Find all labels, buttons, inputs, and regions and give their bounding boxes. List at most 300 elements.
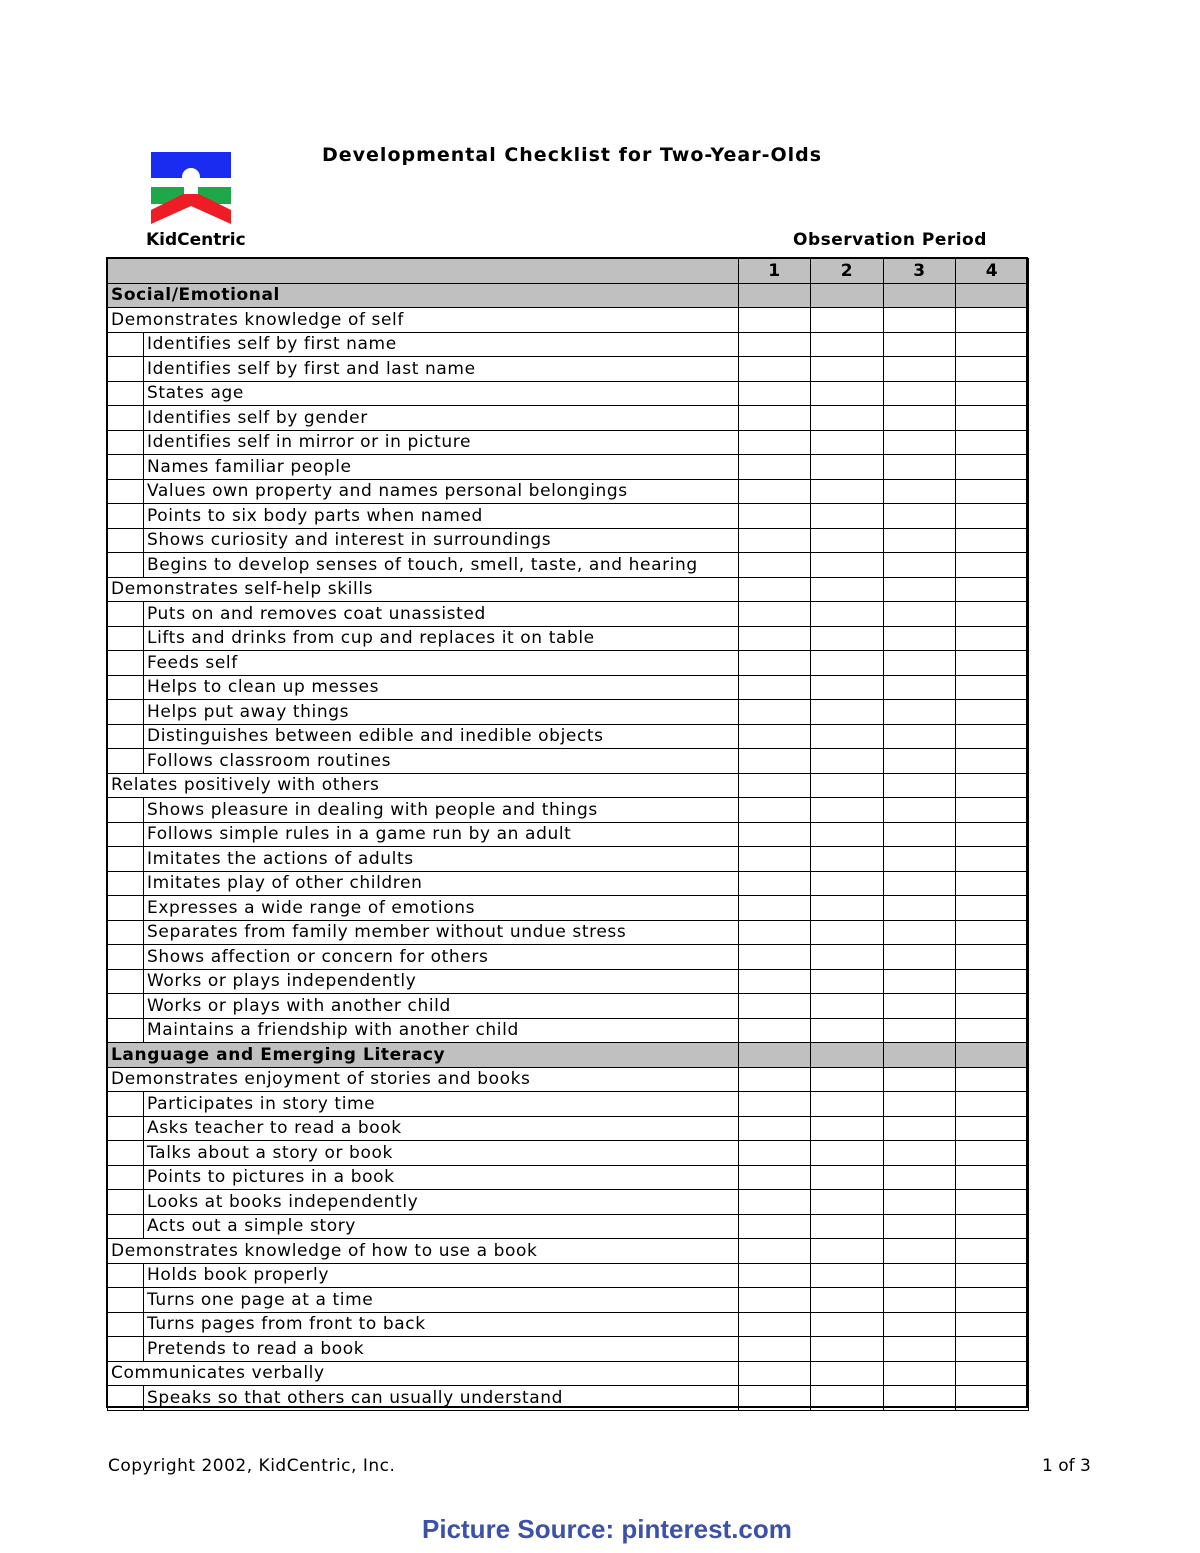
observation-cell-period-1[interactable] [739,602,811,627]
item-label: Imitates the actions of adults [144,847,739,872]
observation-cell-period-1[interactable] [739,847,811,872]
observation-cell-period-4[interactable] [956,994,1029,1019]
observation-cell-period-3[interactable] [884,798,956,823]
indent-cell [108,896,144,921]
observation-cell-period-4[interactable] [956,1337,1029,1362]
document-title: Developmental Checklist for Two-Year-Olds [322,144,823,166]
observation-cell-period-4[interactable] [956,577,1029,602]
observation-cell-period-1[interactable] [739,969,811,994]
item-label: Expresses a wide range of emotions [144,896,739,921]
item-row [108,675,1029,700]
observation-cell-period-2[interactable] [811,357,884,382]
indent-cell [108,528,144,553]
observation-cell-period-1[interactable] [739,1067,811,1092]
observation-cell-period-1[interactable] [739,332,811,357]
observation-cell-period-1[interactable] [739,553,811,578]
indent-cell [108,1092,144,1117]
observation-cell-period-1[interactable] [739,430,811,455]
item-row [108,455,1029,480]
observation-cell-period-4[interactable] [956,381,1029,406]
checklist-table [107,258,1029,1411]
observation-cell-period-4[interactable] [956,945,1029,970]
observation-cell-period-1 [739,283,811,308]
observation-cell-period-1[interactable] [739,724,811,749]
observation-cell-period-4[interactable] [956,1288,1029,1313]
indent-cell [108,1018,144,1043]
indent-cell [108,479,144,504]
item-row [108,602,1029,627]
observation-cell-period-4[interactable] [956,1312,1029,1337]
item-label: Helps put away things [144,700,739,725]
observation-cell-period-3[interactable] [884,504,956,529]
indent-cell [108,1337,144,1362]
observation-cell-period-4[interactable] [956,504,1029,529]
item-label: Helps to clean up messes [144,675,739,700]
observation-cell-period-3[interactable] [884,602,956,627]
observation-cell-period-2[interactable] [811,1288,884,1313]
observation-cell-period-4[interactable] [956,1067,1029,1092]
item-label: States age [144,381,739,406]
observation-cell-period-3[interactable] [884,1386,956,1411]
observation-cell-period-4[interactable] [956,798,1029,823]
observation-cell-period-1[interactable] [739,504,811,529]
observation-cell-period-2[interactable] [811,332,884,357]
observation-cell-period-4[interactable] [956,1361,1029,1386]
item-label: Shows pleasure in dealing with people and things [144,798,739,823]
observation-cell-period-1[interactable] [739,675,811,700]
observation-cell-period-2[interactable] [811,1312,884,1337]
observation-cell-period-1[interactable] [739,1214,811,1239]
observation-cell-period-4[interactable] [956,700,1029,725]
observation-cell-period-3[interactable] [884,1116,956,1141]
observation-cell-period-4[interactable] [956,871,1029,896]
item-row [108,847,1029,872]
picture-source-caption: Picture Source: pinterest.com [422,1514,792,1544]
observation-cell-period-2[interactable] [811,308,884,333]
observation-cell-period-2[interactable] [811,1361,884,1386]
observation-cell-period-1[interactable] [739,1361,811,1386]
observation-cell-period-3[interactable] [884,822,956,847]
indent-cell [108,1263,144,1288]
item-label: Pretends to read a book [144,1337,739,1362]
observation-cell-period-3[interactable] [884,1190,956,1215]
observation-cell-period-1[interactable] [739,1239,811,1264]
observation-cell-period-2[interactable] [811,675,884,700]
observation-cell-period-3[interactable] [884,1288,956,1313]
observation-cell-period-2[interactable] [811,553,884,578]
observation-cell-period-2[interactable] [811,1337,884,1362]
item-row [108,528,1029,553]
observation-cell-period-2[interactable] [811,651,884,676]
observation-cell-period-3[interactable] [884,773,956,798]
observation-cell-period-3 [884,283,956,308]
observation-cell-period-3[interactable] [884,994,956,1019]
item-label: Identifies self in mirror or in picture [144,430,739,455]
item-label: Points to pictures in a book [144,1165,739,1190]
observation-cell-period-1[interactable] [739,357,811,382]
indent-cell [108,1386,144,1411]
observation-cell-period-2[interactable] [811,455,884,480]
observation-cell-period-1[interactable] [739,381,811,406]
item-row [108,1214,1029,1239]
observation-cell-period-3[interactable] [884,1141,956,1166]
observation-cell-period-1[interactable] [739,308,811,333]
observation-cell-period-1[interactable] [739,798,811,823]
item-label: Maintains a friendship with another child [144,1018,739,1043]
indent-cell [108,920,144,945]
observation-cell-period-4[interactable] [956,773,1029,798]
header-blank-cell [108,259,739,284]
group-label: Demonstrates self-help skills [108,577,739,602]
item-row [108,1116,1029,1141]
observation-cell-period-4[interactable] [956,602,1029,627]
item-row [108,724,1029,749]
item-label: Shows affection or concern for others [144,945,739,970]
item-label: Points to six body parts when named [144,504,739,529]
item-row [108,430,1029,455]
observation-cell-period-2[interactable] [811,1190,884,1215]
observation-cell-period-3[interactable] [884,847,956,872]
indent-cell [108,1165,144,1190]
observation-cell-period-3[interactable] [884,1361,956,1386]
item-row [108,798,1029,823]
item-label: Works or plays with another child [144,994,739,1019]
observation-cell-period-2[interactable] [811,528,884,553]
item-label: Puts on and removes coat unassisted [144,602,739,627]
observation-cell-period-1[interactable] [739,626,811,651]
observation-cell-period-1[interactable] [739,1288,811,1313]
observation-cell-period-3[interactable] [884,651,956,676]
item-label: Acts out a simple story [144,1214,739,1239]
observation-cell-period-4[interactable] [956,822,1029,847]
item-row [108,1337,1029,1362]
item-label: Turns one page at a time [144,1288,739,1313]
observation-cell-period-3[interactable] [884,896,956,921]
observation-cell-period-4[interactable] [956,724,1029,749]
observation-cell-period-2[interactable] [811,871,884,896]
observation-cell-period-2[interactable] [811,1214,884,1239]
observation-cell-period-3[interactable] [884,381,956,406]
indent-cell [108,945,144,970]
observation-cell-period-1[interactable] [739,1141,811,1166]
item-row [108,700,1029,725]
item-label: Asks teacher to read a book [144,1116,739,1141]
observation-cell-period-4[interactable] [956,1165,1029,1190]
item-row [108,651,1029,676]
observation-cell-period-2[interactable] [811,798,884,823]
group-row [108,1067,1029,1092]
observation-cell-period-4[interactable] [956,357,1029,382]
observation-cell-period-4[interactable] [956,1092,1029,1117]
observation-cell-period-4[interactable] [956,528,1029,553]
observation-cell-period-4[interactable] [956,553,1029,578]
item-row [108,945,1029,970]
group-row [108,773,1029,798]
observation-cell-period-3[interactable] [884,1214,956,1239]
observation-cell-period-2[interactable] [811,430,884,455]
observation-cell-period-3[interactable] [884,1165,956,1190]
observation-cell-period-4[interactable] [956,430,1029,455]
observation-cell-period-3[interactable] [884,1067,956,1092]
observation-cell-period-3[interactable] [884,1263,956,1288]
indent-cell [108,675,144,700]
section-row [108,283,1029,308]
observation-cell-period-4[interactable] [956,406,1029,431]
observation-period-label: Observation Period [793,230,987,250]
item-row [108,920,1029,945]
observation-cell-period-3[interactable] [884,1337,956,1362]
item-label: Lifts and drinks from cup and replaces it on table [144,626,739,651]
page-number: 1 of 3 [1042,1456,1091,1476]
copyright-text: Copyright 2002, KidCentric, Inc. [108,1456,396,1476]
item-row [108,406,1029,431]
item-label: Looks at books independently [144,1190,739,1215]
indent-cell [108,1190,144,1215]
item-label: Shows curiosity and interest in surroundings [144,528,739,553]
observation-cell-period-2[interactable] [811,1067,884,1092]
observation-cell-period-1[interactable] [739,700,811,725]
observation-cell-period-2[interactable] [811,626,884,651]
observation-cell-period-4[interactable] [956,1018,1029,1043]
item-label: Begins to develop senses of touch, smell, taste, and hearing [144,553,739,578]
item-label: Follows simple rules in a game run by an adult [144,822,739,847]
observation-cell-period-2[interactable] [811,700,884,725]
observation-cell-period-1[interactable] [739,479,811,504]
observation-cell-period-2[interactable] [811,896,884,921]
observation-cell-period-1[interactable] [739,1263,811,1288]
observation-cell-period-1[interactable] [739,896,811,921]
item-row [108,969,1029,994]
observation-cell-period-1[interactable] [739,945,811,970]
item-row [108,357,1029,382]
observation-cell-period-2[interactable] [811,1092,884,1117]
observation-cell-period-4[interactable] [956,969,1029,994]
observation-cell-period-3[interactable] [884,577,956,602]
indent-cell [108,798,144,823]
observation-cell-period-4[interactable] [956,675,1029,700]
observation-cell-period-3[interactable] [884,871,956,896]
brand-name: KidCentric [146,230,246,250]
indent-cell [108,651,144,676]
observation-cell-period-2 [811,1043,884,1068]
observation-cell-period-2[interactable] [811,1386,884,1411]
observation-cell-period-3[interactable] [884,332,956,357]
observation-cell-period-3[interactable] [884,1092,956,1117]
item-row [108,871,1029,896]
group-label: Demonstrates knowledge of how to use a book [108,1239,739,1264]
item-label: Holds book properly [144,1263,739,1288]
observation-cell-period-2[interactable] [811,1239,884,1264]
item-label: Distinguishes between edible and inedible objects [144,724,739,749]
observation-cell-period-1[interactable] [739,1165,811,1190]
observation-cell-period-2[interactable] [811,749,884,774]
observation-cell-period-4[interactable] [956,332,1029,357]
item-row [108,1018,1029,1043]
item-row [108,749,1029,774]
indent-cell [108,430,144,455]
period-header: 3 [884,259,956,284]
item-row [108,1386,1029,1411]
observation-cell-period-4[interactable] [956,626,1029,651]
observation-cell-period-1[interactable] [739,871,811,896]
observation-cell-period-3[interactable] [884,749,956,774]
observation-cell-period-4[interactable] [956,1190,1029,1215]
observation-cell-period-1[interactable] [739,773,811,798]
observation-cell-period-4[interactable] [956,455,1029,480]
item-row [108,1263,1029,1288]
observation-cell-period-3[interactable] [884,724,956,749]
observation-cell-period-2[interactable] [811,994,884,1019]
observation-cell-period-3 [884,1043,956,1068]
observation-cell-period-4[interactable] [956,920,1029,945]
observation-cell-period-2[interactable] [811,969,884,994]
observation-cell-period-1[interactable] [739,455,811,480]
item-row [108,1288,1029,1313]
observation-cell-period-3[interactable] [884,1239,956,1264]
item-row [108,1165,1029,1190]
observation-cell-period-3[interactable] [884,528,956,553]
indent-cell [108,749,144,774]
observation-cell-period-3[interactable] [884,969,956,994]
indent-cell [108,1141,144,1166]
observation-cell-period-2[interactable] [811,724,884,749]
observation-cell-period-3[interactable] [884,1312,956,1337]
observation-cell-period-1[interactable] [739,1092,811,1117]
observation-cell-period-1[interactable] [739,406,811,431]
observation-cell-period-2[interactable] [811,1165,884,1190]
item-label: Participates in story time [144,1092,739,1117]
item-label: Identifies self by first name [144,332,739,357]
indent-cell [108,847,144,872]
observation-cell-period-3[interactable] [884,455,956,480]
observation-cell-period-2[interactable] [811,602,884,627]
observation-cell-period-4 [956,283,1029,308]
observation-cell-period-4[interactable] [956,1386,1029,1411]
observation-cell-period-3[interactable] [884,700,956,725]
observation-cell-period-2[interactable] [811,504,884,529]
observation-cell-period-3[interactable] [884,626,956,651]
observation-cell-period-2[interactable] [811,479,884,504]
observation-cell-period-1[interactable] [739,528,811,553]
observation-cell-period-1[interactable] [739,822,811,847]
item-row [108,479,1029,504]
observation-cell-period-2[interactable] [811,1263,884,1288]
table-header-row [108,259,1029,284]
indent-cell [108,455,144,480]
observation-cell-period-4[interactable] [956,847,1029,872]
observation-cell-period-4[interactable] [956,1214,1029,1239]
indent-cell [108,822,144,847]
observation-cell-period-4[interactable] [956,479,1029,504]
observation-cell-period-3[interactable] [884,479,956,504]
item-label: Follows classroom routines [144,749,739,774]
observation-cell-period-4[interactable] [956,1116,1029,1141]
group-row [108,1239,1029,1264]
observation-cell-period-3[interactable] [884,406,956,431]
item-label: Values own property and names personal belongings [144,479,739,504]
observation-cell-period-2[interactable] [811,920,884,945]
observation-cell-period-1[interactable] [739,577,811,602]
observation-cell-period-3[interactable] [884,920,956,945]
item-label: Turns pages from front to back [144,1312,739,1337]
observation-cell-period-2[interactable] [811,847,884,872]
observation-cell-period-4[interactable] [956,896,1029,921]
group-label: Relates positively with others [108,773,739,798]
observation-cell-period-2[interactable] [811,822,884,847]
observation-cell-period-4 [956,1043,1029,1068]
observation-cell-period-2[interactable] [811,773,884,798]
item-row [108,822,1029,847]
item-row [108,626,1029,651]
observation-cell-period-4[interactable] [956,749,1029,774]
indent-cell [108,406,144,431]
indent-cell [108,724,144,749]
item-label: Feeds self [144,651,739,676]
observation-cell-period-4[interactable] [956,1263,1029,1288]
logo-head [182,168,200,186]
item-row [108,1092,1029,1117]
indent-cell [108,994,144,1019]
observation-cell-period-1[interactable] [739,1018,811,1043]
group-row [108,577,1029,602]
observation-cell-period-3[interactable] [884,430,956,455]
observation-cell-period-4[interactable] [956,308,1029,333]
observation-cell-period-2[interactable] [811,1116,884,1141]
period-header: 1 [739,259,811,284]
observation-cell-period-1[interactable] [739,1312,811,1337]
observation-cell-period-2[interactable] [811,381,884,406]
observation-cell-period-1[interactable] [739,920,811,945]
item-label: Works or plays independently [144,969,739,994]
section-label: Language and Emerging Literacy [108,1043,739,1068]
observation-cell-period-1[interactable] [739,1337,811,1362]
observation-cell-period-2[interactable] [811,945,884,970]
observation-cell-period-2 [811,283,884,308]
observation-cell-period-3[interactable] [884,308,956,333]
observation-cell-period-1[interactable] [739,1386,811,1411]
observation-cell-period-3[interactable] [884,675,956,700]
indent-cell [108,332,144,357]
observation-cell-period-3[interactable] [884,945,956,970]
observation-cell-period-2[interactable] [811,406,884,431]
observation-cell-period-3[interactable] [884,1018,956,1043]
item-row [108,553,1029,578]
observation-cell-period-3[interactable] [884,553,956,578]
observation-cell-period-1[interactable] [739,994,811,1019]
indent-cell [108,1214,144,1239]
observation-cell-period-4[interactable] [956,1239,1029,1264]
observation-cell-period-1[interactable] [739,749,811,774]
observation-cell-period-1[interactable] [739,651,811,676]
observation-cell-period-4[interactable] [956,1141,1029,1166]
item-row [108,504,1029,529]
indent-cell [108,1116,144,1141]
period-header: 4 [956,259,1029,284]
group-row [108,1361,1029,1386]
section-label: Social/Emotional [108,283,739,308]
observation-cell-period-2[interactable] [811,1141,884,1166]
observation-cell-period-2[interactable] [811,577,884,602]
indent-cell [108,553,144,578]
indent-cell [108,626,144,651]
observation-cell-period-2[interactable] [811,1018,884,1043]
observation-cell-period-1[interactable] [739,1116,811,1141]
section-row [108,1043,1029,1068]
observation-cell-period-1[interactable] [739,1190,811,1215]
item-label: Imitates play of other children [144,871,739,896]
observation-cell-period-3[interactable] [884,357,956,382]
observation-cell-period-4[interactable] [956,651,1029,676]
